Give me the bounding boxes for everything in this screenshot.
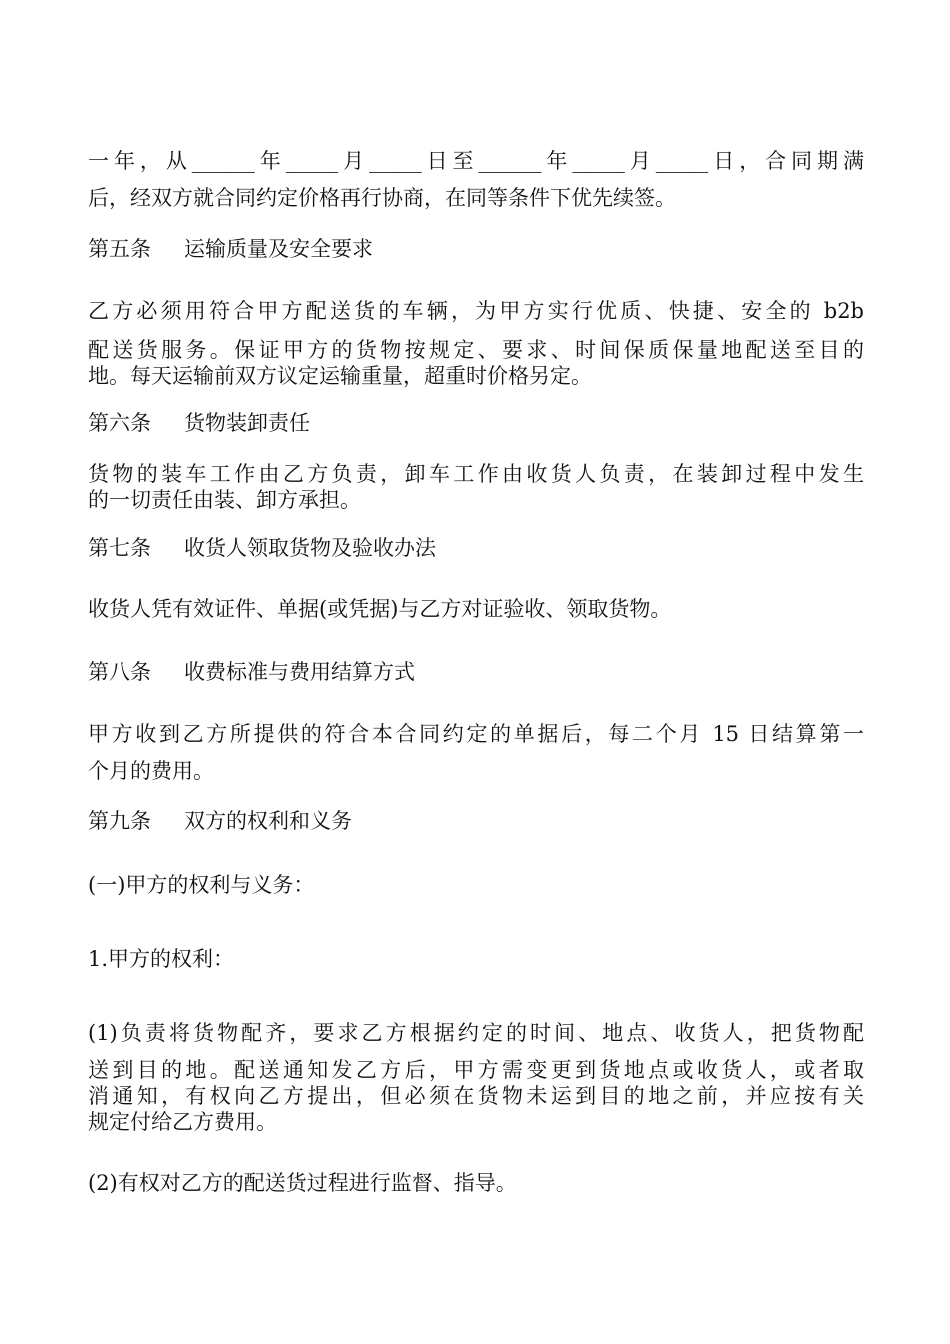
text-line: 消通知，有权向乙方提出，但必须在货物未运到目的地之前，并应按有关: [88, 1084, 864, 1108]
article-number: 第七条: [88, 536, 151, 560]
article-number: 第六条: [88, 411, 151, 435]
article-title: 运输质量及安全要求: [184, 237, 373, 261]
text-line: 的一切责任由装、卸方承担。: [88, 488, 361, 512]
article-number: 第九条: [88, 809, 151, 833]
text-line: 货物的装车工作由乙方负责，卸车工作由收货人负责，在装卸过程中发生: [88, 462, 864, 486]
text-line: 甲方收到乙方所提供的符合本合同约定的单据后，每二个月 15 日结算第一: [88, 722, 864, 746]
text-line: 乙方必须用符合甲方配送货的车辆，为甲方实行优质、快捷、安全的 b2b: [88, 299, 864, 323]
text-line: 送到目的地。配送通知发乙方后，甲方需变更到货地点或收货人，或者取: [88, 1058, 864, 1082]
article-title: 收费标准与费用结算方式: [184, 660, 415, 684]
text-line: (一)甲方的权利与义务：: [88, 873, 315, 897]
text-line: 后，经双方就合同约定价格再行协商，在同等条件下优先续签。: [88, 186, 676, 210]
text-line: 1.甲方的权利：: [88, 947, 235, 971]
article-title: 收货人领取货物及验收办法: [184, 536, 436, 560]
article-heading: [88, 236, 864, 262]
text-line: 规定付给乙方费用。: [88, 1110, 277, 1134]
article-heading: [88, 659, 864, 685]
article-number: 第五条: [88, 237, 151, 261]
text-line: (1)负责将货物配齐，要求乙方根据约定的时间、地点、收货人，把货物配: [88, 1021, 864, 1045]
article-heading: [88, 808, 864, 834]
text-line: 一年，从______年_____月_____日至______年_____月_____日，合同期满: [88, 149, 864, 173]
text-line: (2)有权对乙方的配送货过程进行监督、指导。: [88, 1171, 517, 1195]
text-line: 地。每天运输前双方议定运输重量，超重时价格另定。: [88, 364, 592, 388]
text-line: 收货人凭有效证件、单据(或凭据)与乙方对证验收、领取货物。: [88, 597, 672, 621]
article-title: 双方的权利和义务: [184, 809, 352, 833]
article-number: 第八条: [88, 660, 151, 684]
text-line: 个月的费用。: [88, 759, 214, 783]
article-heading: [88, 410, 864, 436]
article-heading: [88, 535, 864, 561]
article-title: 货物装卸责任: [184, 411, 310, 435]
text-line: 配送货服务。保证甲方的货物按规定、要求、时间保质保量地配送至目的: [88, 338, 864, 362]
